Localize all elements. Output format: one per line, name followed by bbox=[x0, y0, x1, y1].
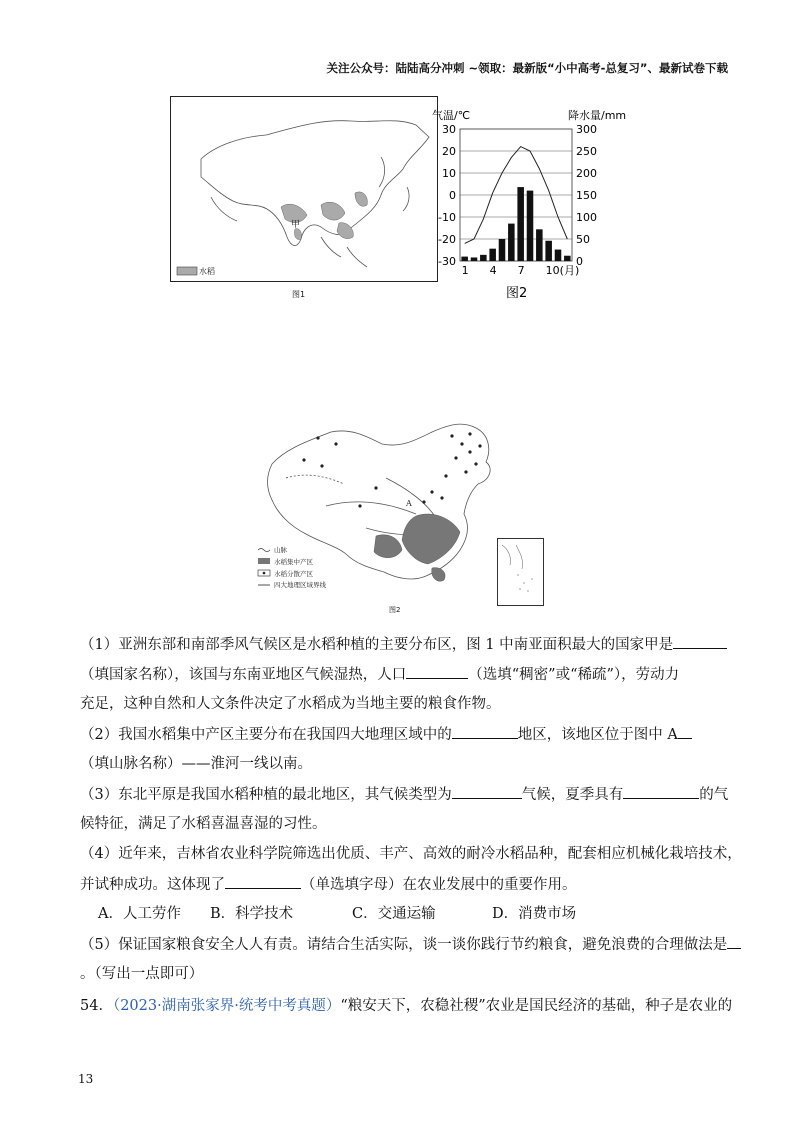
precip-bar bbox=[508, 224, 515, 261]
blank-climate-feature[interactable] bbox=[623, 784, 699, 799]
question-line-9 bbox=[80, 874, 720, 895]
temp-tick-label: -30 bbox=[438, 255, 456, 268]
precip-bar bbox=[489, 249, 496, 261]
rice-concentrated-swatch bbox=[258, 558, 270, 564]
temp-tick-label: -10 bbox=[438, 211, 456, 224]
precip-bar bbox=[536, 229, 543, 261]
precip-bar bbox=[471, 257, 478, 261]
question-line-10 bbox=[80, 934, 728, 955]
precipitation-bars bbox=[461, 187, 570, 261]
temp-tick-label: 10 bbox=[442, 167, 456, 180]
precip-bar bbox=[499, 239, 506, 261]
question-54 bbox=[80, 996, 733, 1016]
country-jia-marker: 甲 bbox=[291, 220, 301, 230]
q4-text: （4）近年来，吉林省农业科学院筛选出优质、丰产、高效的耐冷水稻品种，配套相应机械化栽培技术， bbox=[80, 846, 742, 862]
precip-tick-label: 200 bbox=[576, 167, 597, 180]
option-b[interactable]: B．科学技术 bbox=[210, 906, 294, 922]
precip-tick-label: 0 bbox=[576, 255, 583, 268]
q54-source[interactable]: （2023·湖南张家界·统考中考真题） bbox=[112, 998, 341, 1014]
q3-text: （3）东北平原是我国水稻种植的最北地区，其气候类型为 bbox=[80, 787, 452, 803]
asia-map-drawing bbox=[171, 97, 437, 281]
q54-text: “粮安天下，农稳社稷”农业是国民经济的基础，种子是农业的 bbox=[340, 998, 733, 1014]
page-header: 关注公众号：陆陆高分冲刺 ~领取：最新版“小中高考-总复习”、最新试卷下载 bbox=[326, 61, 728, 75]
q4-text-cont: 并试种成功。这体现了 bbox=[80, 877, 225, 893]
q4-text-tail: （单选填字母）在农业发展中的重要作用。 bbox=[301, 877, 577, 893]
blank-practice[interactable] bbox=[727, 934, 741, 949]
question-line-11 bbox=[80, 964, 720, 984]
figure1-caption: 图1 bbox=[292, 290, 306, 299]
question-line-8 bbox=[80, 844, 742, 864]
precip-bar bbox=[517, 187, 524, 261]
page-number: 13 bbox=[78, 1072, 94, 1086]
month-tick-label: 4 bbox=[489, 264, 497, 277]
question-line-5 bbox=[80, 754, 720, 774]
q1-text-end: 充足，这种自然和人文条件决定了水稻成为当地主要的粮食作物。 bbox=[80, 696, 501, 712]
blank-region[interactable] bbox=[452, 724, 518, 739]
precip-bar bbox=[480, 255, 487, 261]
rice-scattered-dot bbox=[263, 572, 266, 575]
rice-legend-label: 水稻 bbox=[199, 267, 215, 276]
q3-text-end: 候特征，满足了水稻喜温喜湿的习性。 bbox=[80, 816, 327, 832]
q54-number: 54． bbox=[80, 998, 113, 1014]
q3-text-mid: 气候，夏季具有 bbox=[521, 787, 624, 803]
question-line-1 bbox=[80, 634, 720, 655]
q2-text-end: （填山脉名称）——淮河一线以南。 bbox=[80, 756, 312, 772]
blank-mountain[interactable] bbox=[678, 724, 692, 739]
precipitation-axis-title: 降水量/mm bbox=[568, 109, 627, 122]
temp-tick-label: -20 bbox=[438, 233, 456, 246]
q2-text-tail: 地区，该地区位于图中 A bbox=[517, 727, 678, 743]
question-line-2 bbox=[80, 664, 720, 685]
question-line-6 bbox=[80, 784, 729, 805]
question-line-7 bbox=[80, 814, 720, 834]
precip-tick-label: 100 bbox=[576, 211, 597, 224]
precip-tick-label: 150 bbox=[576, 189, 597, 202]
q2-text: （2）我国水稻集中产区主要分布在我国四大地理区域中的 bbox=[80, 727, 452, 743]
option-d[interactable]: D．消费市场 bbox=[492, 906, 577, 922]
q3-text-tail: 的气 bbox=[699, 787, 729, 803]
question-line-3 bbox=[80, 694, 720, 714]
figure2-caption: 图2 bbox=[506, 286, 528, 301]
climate-chart bbox=[430, 105, 640, 305]
blank-population[interactable] bbox=[406, 664, 468, 679]
south-china-sea-inset bbox=[497, 538, 544, 606]
option-a[interactable]: A．人工劳作 bbox=[98, 906, 181, 922]
precip-bar bbox=[555, 250, 562, 261]
precip-tick-label: 300 bbox=[576, 123, 597, 136]
precip-bar bbox=[545, 241, 552, 261]
question-line-4 bbox=[80, 724, 720, 745]
blank-country[interactable] bbox=[673, 634, 727, 649]
precip-bar bbox=[461, 257, 468, 261]
precip-bar bbox=[564, 256, 571, 261]
point-a-label: A bbox=[406, 499, 412, 508]
precip-tick-label: 50 bbox=[576, 233, 590, 246]
month-tick-label: 1 bbox=[461, 264, 469, 277]
q5-text-end: 。（写出一点即可） bbox=[80, 966, 204, 982]
temperature-axis-title: 气温/℃ bbox=[432, 109, 471, 122]
temp-tick-label: 20 bbox=[442, 145, 456, 158]
blank-climate-type[interactable] bbox=[452, 784, 522, 799]
precip-bar bbox=[527, 191, 534, 261]
precip-tick-label: 250 bbox=[576, 145, 597, 158]
option-c[interactable]: C．交通运输 bbox=[352, 906, 436, 922]
rice-legend-swatch bbox=[177, 267, 197, 275]
legend-mountain: 山脉 bbox=[274, 546, 287, 554]
chart-grid bbox=[460, 129, 572, 261]
map2-caption: 图2 bbox=[389, 606, 401, 614]
q1-text-cont: （填国家名称），该国与东南亚地区气候湿热，人口 bbox=[80, 667, 407, 683]
month-tick-label: 10(月) bbox=[545, 264, 580, 277]
q5-text: （5）保证国家粮食安全人人有责。请结合生活实际，谈一谈你践行节约粮食，避免浪费的合理做法是 bbox=[80, 937, 728, 953]
legend-region-boundary: 四大地理区域界线 bbox=[274, 581, 326, 589]
asia-rice-map bbox=[170, 96, 438, 282]
temp-tick-label: 0 bbox=[449, 189, 456, 202]
q1-text: （1）亚洲东部和南部季风气候区是水稻种植的主要分布区，图 1 中南亚面积最大的国家甲是 bbox=[80, 637, 674, 653]
legend-rice-scattered: 水稻分散产区 bbox=[274, 570, 313, 578]
mountain-legend-icon bbox=[258, 549, 270, 552]
legend-rice-concentrated: 水稻集中产区 bbox=[274, 558, 313, 566]
q1-text-tail: （选填“稠密”或“稀疏”），劳动力 bbox=[468, 667, 680, 683]
month-tick-label: 7 bbox=[517, 264, 525, 277]
blank-choice[interactable] bbox=[225, 874, 301, 889]
temp-tick-label: 30 bbox=[442, 123, 456, 136]
